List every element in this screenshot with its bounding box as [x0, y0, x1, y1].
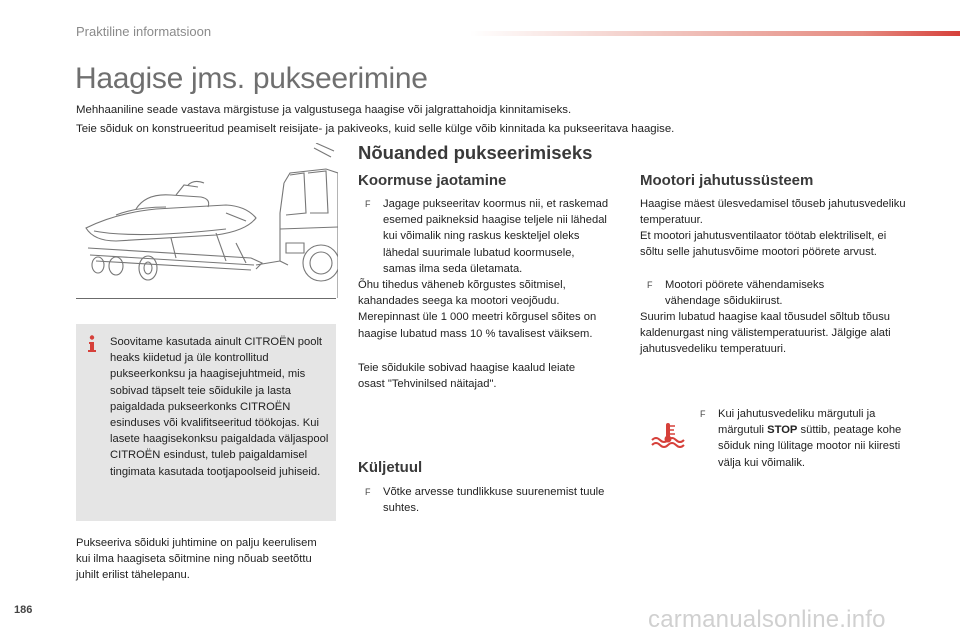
side-wind-heading: Küljetuul	[358, 459, 423, 476]
engine-speed-bullet	[640, 277, 880, 309]
intro-line-1: Mehhaaniline seade vastava märgistuse ja valgustusega haagise või jalgrattahoidja kinnitamiseks.	[76, 104, 572, 116]
coolant-warning-bullet	[700, 406, 915, 471]
max-trailer-weight-text: Suurim lubatud haagise kaal tõusudel sõltub tõusu kaldenurgast ning välistemperatuurist. Jälgige alati jahutusvedeliku temperatuuri.	[640, 311, 891, 356]
warning-text-part-2: süttib, peatage kohe sõiduk ning lülitage mootor nii kiiresti välja kui võimalik.	[718, 424, 902, 469]
cooling-temp-rise-text: Haagise mäest ülesvedamisel tõuseb jahutusvedeliku temperatuur.	[640, 198, 906, 227]
towing-caution-text: Pukseeriva sõiduki juhtimine on palju keerulisem kui ilma haagiseta sõitmine ning nõuab seetõttu juhilt erilist tähelepanu.	[76, 537, 317, 582]
section-label: Praktiline informatsioon	[76, 24, 212, 39]
engine-speed-bullet-text: Mootori pöörete vähendamiseks vähendage sõidukiirust.	[665, 279, 825, 308]
bullet-mark: F	[700, 409, 706, 419]
advice-heading: Nõuanded pukseerimiseks	[358, 142, 593, 163]
side-wind-bullet	[365, 484, 605, 516]
bullet-mark: F	[365, 199, 371, 209]
towing-illustration	[76, 143, 338, 298]
illustration-baseline	[76, 298, 336, 299]
load-bullet-text: Jagage pukseeritav koormus nii, et raskemad esemed paikneksid haagise teljele nii lähedal kui võimalik ning raskus keskteljel oleks lähedal suurimale lubatud koormusele, samas ilma seda ületamata.	[383, 198, 609, 275]
bullet-mark: F	[647, 280, 653, 290]
load-distribution-heading: Koormuse jaotamine	[358, 172, 507, 189]
coolant-temperature-icon	[650, 422, 686, 448]
page-number: 186	[14, 604, 33, 616]
cooling-fan-text: Et mootori jahutusventilaator töötab elektriliselt, ei sõltu selle jahutusvõime mootori pöörete arvust.	[640, 230, 887, 259]
side-wind-bullet-text: Võtke arvesse tundlikkuse suurenemist tuule suhtes.	[383, 486, 605, 515]
info-icon	[86, 335, 98, 353]
page-title: Haagise jms. pukseerimine	[75, 62, 428, 95]
air-density-text: Õhu tihedus väheneb kõrgustes sõitmisel, kahandades seega ka mootori veojõudu. Merepinnast üle 1 000 meetri kõrgusel sõites on haagise lubatud mass 10 % tavalisest väiksem.	[358, 279, 597, 340]
load-distribution-bullet	[365, 196, 610, 277]
bullet-mark: F	[365, 487, 371, 497]
trailer-weights-reference: Teie sõidukile sobivad haagise kaalud leiate osast "Tehvinilsed näitajad".	[358, 362, 576, 391]
info-box-text: Soovitame kasutada ainult CITROËN poolt heaks kiidetud ja üle kontrollitud pukseerkonksu ja haagisejuhtmeid, mis sobivad täpselt teie sõidukile ja lasta paigaldada pukseerkonks CITROËN esinduses või kvalifitseeritud töökojas. Kui lasete haagisekonksu paigaldada väljaspool CITROËN esindust, tuleb paigaldamisel tingimata kasutada tootjapoolseid juhiseid.	[110, 336, 329, 478]
warning-text-part-1: Kui jahutusvedeliku märgutuli ja märgutuli	[718, 408, 876, 437]
intro-line-2: Teie sõiduk on konstrueeritud peamiselt reisijate- ja pakiveoks, kuid selle külge võib kinnitada ka pukseeritava haagise.	[76, 123, 675, 135]
coolant-warning-text	[700, 406, 915, 471]
header-accent-bar	[470, 31, 960, 36]
stop-label: STOP	[767, 424, 798, 437]
cooling-system-heading: Mootori jahutussüsteem	[640, 172, 814, 189]
watermark: carmanualsonline.info	[648, 606, 886, 633]
